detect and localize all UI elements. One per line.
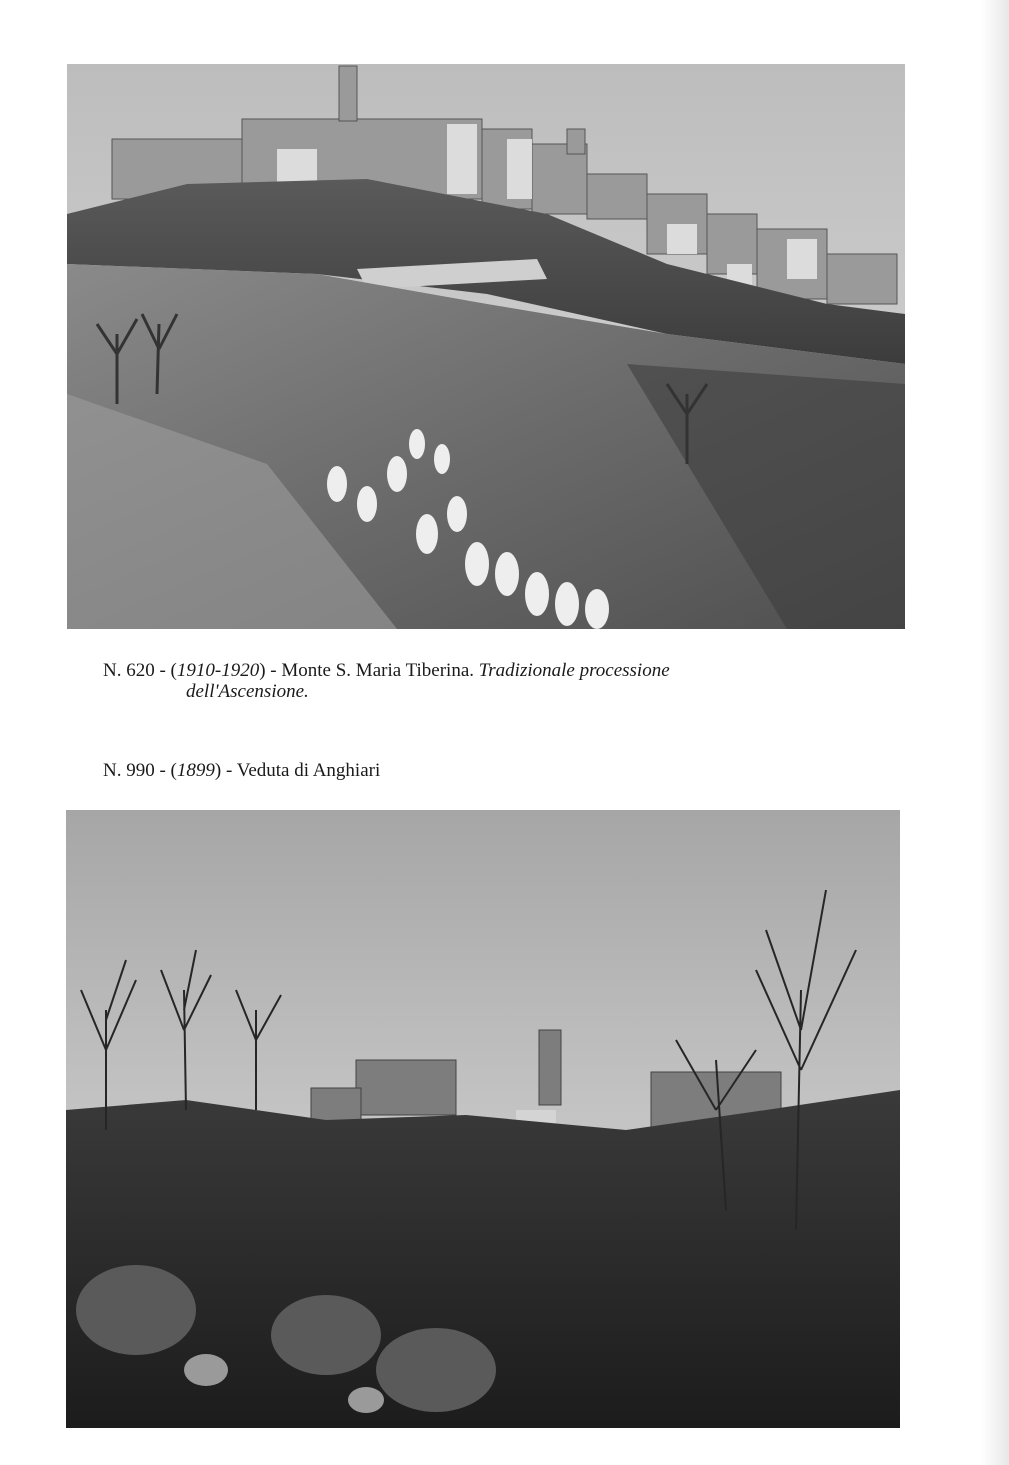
- caption-number: N. 990: [103, 760, 155, 781]
- photo-procession-illustration: [67, 64, 905, 629]
- photo-anghiari-view: [66, 810, 900, 1428]
- caption-separator: - (: [154, 660, 177, 681]
- photo-procession-hilltop-village: [67, 64, 905, 629]
- caption-procession: [103, 660, 863, 702]
- caption-separator: ) -: [214, 760, 237, 781]
- caption-title-continued: dell'Ascensione.: [186, 681, 309, 702]
- caption-dates: 1910-1920: [176, 660, 260, 681]
- caption-number: N. 620: [103, 660, 155, 681]
- caption-date: 1899: [176, 760, 215, 781]
- page-edge-shadow: [981, 0, 1009, 1465]
- caption-separator: - (: [154, 760, 177, 781]
- caption-place: Monte S. Maria Tiberina.: [281, 660, 479, 681]
- caption-title: Tradizionale processione: [478, 660, 670, 681]
- caption-separator: ) -: [259, 660, 282, 681]
- photo-anghiari-illustration: [66, 810, 900, 1428]
- caption-anghiari: [103, 760, 603, 781]
- caption-title: Veduta di Anghiari: [236, 760, 381, 781]
